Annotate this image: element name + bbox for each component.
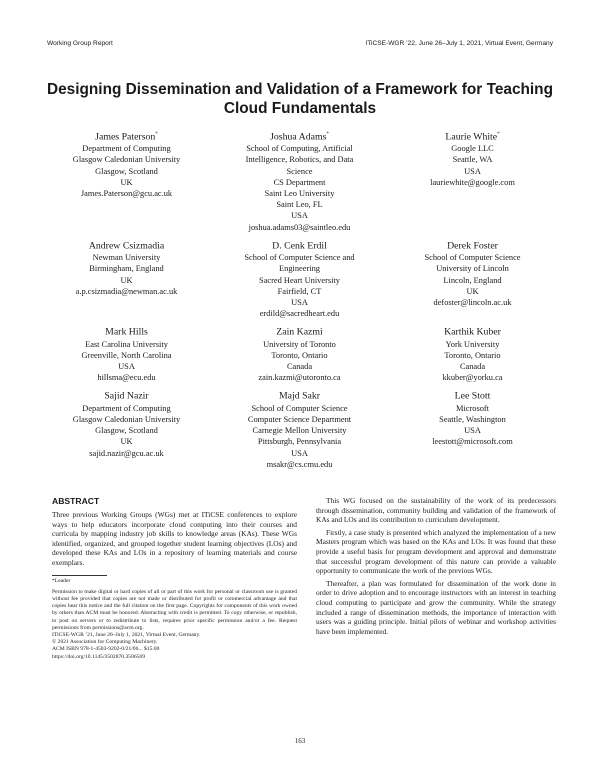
- author-card: [40, 237, 213, 319]
- body-paragraph-1: This WG focused on the sustainability of the work of its predecessors through dissemination, community building and validation of the framework of KAs and LOs and its contribution to curriculum development.: [316, 496, 556, 525]
- footnote-rule: [52, 575, 107, 576]
- author-affiliation-line: Google LLC: [451, 144, 494, 154]
- author-affiliation-line: Canada: [286, 362, 313, 372]
- author-affiliation-line: Toronto, Ontario: [271, 350, 328, 360]
- author-email[interactable]: leestott@microsoft.com: [432, 437, 513, 447]
- author-name: [40, 128, 213, 143]
- author-email[interactable]: erdild@sacredheart.edu: [259, 309, 340, 319]
- author-name: [40, 237, 213, 252]
- author-card: [40, 128, 213, 233]
- author-affiliation-line: Fairfield, CT: [277, 286, 322, 296]
- author-email[interactable]: lauriewhite@google.com: [430, 177, 515, 187]
- author-name-text: Mark Hills: [105, 326, 148, 338]
- author-affiliation-line: Canada: [459, 362, 486, 372]
- author-card: [213, 323, 386, 383]
- author-affiliation-line: CS Department: [273, 177, 326, 187]
- permission-notice: Permission to make digital or hard copies of all or part of this work for personal or classroom use is granted without fee provided that copies are not made or distributed for profit or commercial advantage and that copies bear this notice and the full citation on the first page. Copyrights for components of this work owned by others than ACM must be honored. Abstracting with credit is permitted. To copy otherwise, or republish, to post on servers or to redistribute to lists, requires prior specific permission and/or a fee. Request permissions from permissions@acm.org.: [52, 588, 297, 631]
- leader-mark: *: [155, 132, 158, 137]
- author-card: [386, 237, 559, 319]
- author-email[interactable]: msakr@cs.cmu.edu: [266, 459, 333, 469]
- author-card: [40, 323, 213, 383]
- right-column: [316, 496, 556, 639]
- body-paragraph-2: Firstly, a case study is presented which analyzed the implementation of a new Masters program which was based on the KAs and LOs. It was found that these provide a useful basis for program development and approval and demonstrate that successful program development of this nature can provide a valuable opportunity to communicate the work of the previous WGs.: [316, 527, 556, 576]
- author-affiliation-line: Newman University: [92, 253, 161, 263]
- page-number: 163: [294, 737, 306, 745]
- author-email[interactable]: hillsma@ecu.edu: [97, 373, 156, 383]
- author-affiliation-line: Pittsburgh, Pennsylvania: [257, 437, 342, 447]
- paper-title: Designing Dissemination and Validation of a Framework for Teaching Cloud Fundamentals: [47, 81, 553, 117]
- author-affiliation-line: Seattle, WA: [452, 155, 493, 165]
- author-email[interactable]: sajid.nazir@gcu.ac.uk: [89, 448, 164, 458]
- citation-line-1: ITiCSE-WGR ’21, June 26–July 1, 2021, Virtual Event, Germany.: [52, 631, 201, 638]
- author-name: [40, 323, 213, 338]
- author-name: [386, 128, 559, 143]
- author-card: [386, 128, 559, 233]
- author-affiliation-line: Glasgow, Scotland: [95, 166, 158, 176]
- author-email[interactable]: joshua.adams03@saintleo.edu: [248, 222, 351, 232]
- author-affiliation-line: UK: [120, 437, 133, 447]
- author-email[interactable]: kkuber@yorku.ca: [442, 373, 503, 383]
- author-affiliation-line: School of Computer Science: [424, 253, 521, 263]
- left-column: [52, 496, 297, 661]
- abstract-text: Three previous Working Groups (WGs) met at ITiCSE conferences to explore ways to help educators incorporate cloud computing into their courses and curricula by mapping industry job skills to knowledge areas (KAs). These WGs identified, organized, and grouped together student learning objectives (LOs) and developed these KAs and LOs in a repository of learning materials and course exemplars.: [52, 510, 297, 567]
- author-affiliation-line: Microsoft: [455, 403, 490, 413]
- author-name: [213, 237, 386, 252]
- author-affiliation-line: USA: [291, 448, 308, 458]
- running-header: [47, 40, 553, 47]
- author-name: [213, 387, 386, 402]
- author-affiliation-line: Sacred Heart University: [259, 275, 340, 285]
- author-affiliation-line: Department of Computing: [82, 144, 171, 154]
- author-affiliation-line: USA: [291, 297, 308, 307]
- author-affiliation-line: Science: [286, 166, 313, 176]
- author-row: [40, 237, 560, 319]
- author-affiliation-line: School of Computing, Artificial: [246, 144, 353, 154]
- author-name-text: Joshua Adams: [270, 131, 327, 143]
- author-name-text: Zain Kazmi: [276, 326, 323, 338]
- author-affiliation-line: Birmingham, England: [89, 264, 164, 274]
- author-affiliation-line: Toronto, Ontario: [444, 350, 501, 360]
- author-name: [213, 128, 386, 143]
- author-affiliation-line: Seattle, Washington: [439, 414, 506, 424]
- citation-line-2: © 2021 Association for Computing Machinery.: [52, 639, 158, 646]
- citation-line-3: ACM ISBN 978-1-4503-9202-0/21/06... $15.00: [52, 646, 160, 653]
- author-affiliation-line: Greenville, North Carolina: [81, 350, 172, 360]
- author-affiliation-line: USA: [464, 426, 481, 436]
- author-affiliation-line: Lincoln, England: [443, 275, 502, 285]
- doi-link[interactable]: https://doi.org/10.1145/3502870.3506569: [52, 653, 146, 660]
- author-email[interactable]: defoster@lincoln.ac.uk: [433, 297, 512, 307]
- author-row: [40, 387, 560, 469]
- author-affiliation-line: Glasgow Caledonian University: [72, 414, 181, 424]
- author-affiliation-line: Glasgow, Scotland: [95, 426, 158, 436]
- author-name: [213, 323, 386, 338]
- author-affiliation-line: Saint Leo University: [264, 189, 335, 199]
- author-card: [40, 387, 213, 469]
- leader-mark: *: [497, 132, 500, 137]
- author-email[interactable]: zain.kazmi@utoronto.ca: [258, 373, 341, 383]
- author-affiliation-line: Glasgow Caledonian University: [72, 155, 181, 165]
- abstract-heading: ABSTRACT: [52, 496, 100, 506]
- author-affiliation-line: Computer Science Department: [247, 414, 352, 424]
- author-name: [40, 387, 213, 402]
- author-affiliation-line: Department of Computing: [82, 403, 171, 413]
- header-left: Working Group Report: [47, 40, 113, 47]
- leader-footnote: *Leader: [52, 577, 71, 584]
- author-affiliation-line: East Carolina University: [85, 339, 168, 349]
- author-name-text: Derek Foster: [447, 240, 498, 252]
- author-card: [386, 323, 559, 383]
- author-affiliation-line: University of Lincoln: [436, 264, 509, 274]
- author-affiliation-line: Engineering: [279, 264, 320, 274]
- author-name-text: Sajid Nazir: [104, 390, 149, 402]
- author-affiliation-line: USA: [118, 362, 135, 372]
- author-row: [40, 323, 560, 383]
- author-affiliation-line: Saint Leo, FL: [276, 200, 323, 210]
- author-affiliation-line: School of Computer Science: [251, 403, 348, 413]
- author-card: [213, 387, 386, 469]
- author-affiliation-line: University of Toronto: [263, 339, 336, 349]
- author-email[interactable]: James.Paterson@gcu.ac.uk: [80, 189, 173, 199]
- author-name-text: Andrew Csizmadia: [88, 240, 165, 252]
- author-name: [386, 237, 559, 252]
- author-affiliation-line: Intelligence, Robotics, and Data: [245, 155, 354, 165]
- author-affiliation-line: UK: [120, 177, 133, 187]
- author-affiliation-line: Carnegie Mellon University: [252, 426, 347, 436]
- author-affiliation-line: USA: [291, 211, 308, 221]
- author-name-text: Laurie White: [445, 131, 498, 143]
- author-block: [40, 128, 560, 474]
- author-card: [386, 387, 559, 469]
- author-name: [386, 323, 559, 338]
- author-card: [213, 128, 386, 233]
- author-name-text: D. Cenk Erdil: [272, 240, 327, 252]
- author-card: [213, 237, 386, 319]
- author-affiliation-line: USA: [464, 166, 481, 176]
- author-name-text: Karthik Kuber: [444, 326, 501, 338]
- author-affiliation-line: UK: [466, 286, 479, 296]
- author-name-text: Lee Stott: [454, 390, 491, 402]
- header-right: ITiCSE-WGR ’22, June 26–July 1, 2021, Virtual Event, Germany: [365, 40, 553, 47]
- leader-mark: *: [326, 132, 329, 137]
- author-affiliation-line: York University: [445, 339, 500, 349]
- author-row: [40, 128, 560, 233]
- author-name-text: Majd Sakr: [278, 390, 321, 402]
- body-paragraph-3: Thereafter, a plan was formulated for dissemination of the work done in order to drive adoption and to encourage instructors with an interest in teaching cloud computing to participate and grow the community. While the strategy included a range of dissemination methods, the importance of interaction with users was a guiding principle. Initial pilots of webinar and workshop activities have been implemented.: [316, 578, 556, 636]
- author-name: [386, 387, 559, 402]
- author-affiliation-line: School of Computer Science and: [244, 253, 355, 263]
- author-name-text: James Paterson: [95, 131, 156, 143]
- author-email[interactable]: a.p.csizmadia@newman.ac.uk: [75, 286, 178, 296]
- author-affiliation-line: UK: [120, 275, 133, 285]
